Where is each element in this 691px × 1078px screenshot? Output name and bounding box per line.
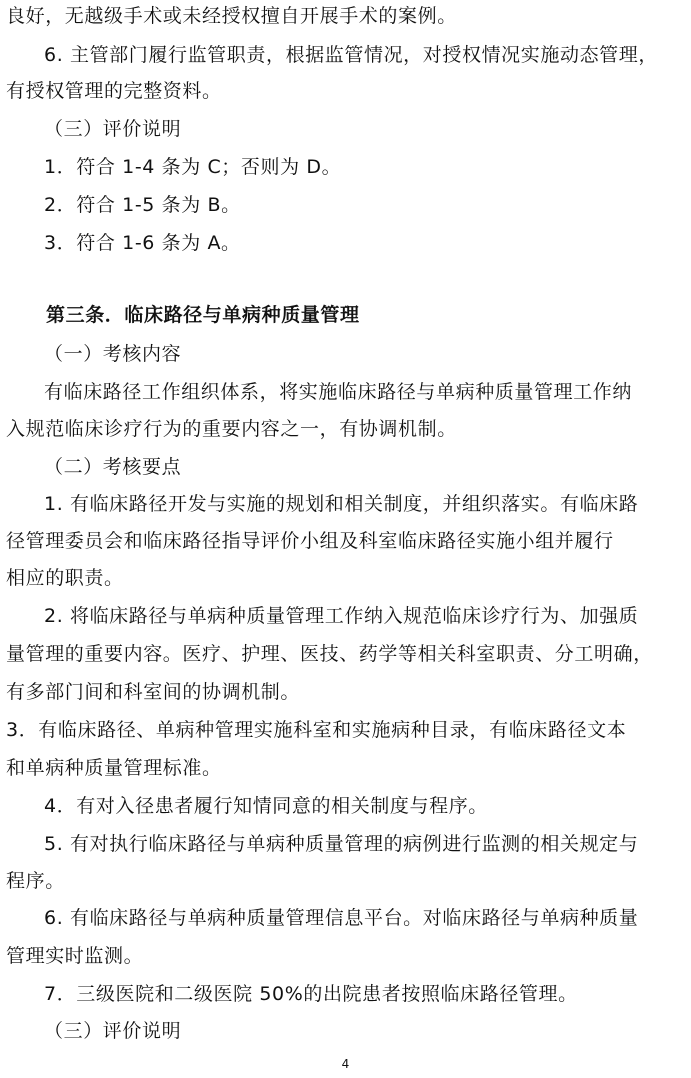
text-line: 1．符合 1-4 条为 C；否则为 D。 — [44, 156, 342, 178]
text-line: 量管理的重要内容。医疗、护理、医技、药学等相关科室职责、分工明确， — [6, 643, 653, 665]
text-line: 相应的职责。 — [6, 567, 124, 589]
section-label: （三）评价说明 — [44, 1020, 182, 1042]
text-line: 有多部门间和科室间的协调机制。 — [6, 681, 301, 703]
text-line: 程序。 — [6, 870, 65, 892]
text-line: 有临床路径工作组织体系，将实施临床路径与单病种质量管理工作纳 — [44, 381, 633, 403]
text-line: 7．三级医院和二级医院 50%的出院患者按照临床路径管理。 — [44, 983, 578, 1005]
text-line: 2．符合 1-5 条为 B。 — [44, 194, 241, 216]
text-line: 径管理委员会和临床路径指导评价小组及科室临床路径实施小组并履行 — [6, 530, 614, 552]
page-number: 4 — [341, 1057, 350, 1071]
text-line: 入规范临床诊疗行为的重要内容之一，有协调机制。 — [6, 418, 457, 440]
text-line: 管理实时监测。 — [6, 945, 144, 967]
text-line: 有授权管理的完整资料。 — [6, 80, 222, 102]
text-line: 5. 有对执行临床路径与单病种质量管理的病例进行监测的相关规定与 — [44, 833, 639, 855]
text-line: 2. 将临床路径与单病种质量管理工作纳入规范临床诊疗行为、加强质 — [44, 605, 639, 627]
section-label: （一）考核内容 — [44, 343, 182, 365]
text-line: 3．有临床路径、单病种管理实施科室和实施病种目录，有临床路径文本 — [6, 719, 627, 741]
section-label: （三）评价说明 — [44, 118, 182, 140]
section-label: （二）考核要点 — [44, 456, 182, 478]
text-line: 良好，无越级手术或未经授权擅自开展手术的案例。 — [6, 5, 457, 27]
text-line: 和单病种质量管理标准。 — [6, 757, 222, 779]
text-line: 1. 有临床路径开发与实施的规划和相关制度，并组织落实。有临床路 — [44, 493, 639, 515]
text-line: 6. 有临床路径与单病种质量管理信息平台。对临床路径与单病种质量 — [44, 907, 639, 929]
text-line: 3．符合 1-6 条为 A。 — [44, 232, 241, 254]
article-heading: 第三条．临床路径与单病种质量管理 — [46, 304, 360, 326]
text-line: 6. 主管部门履行监管职责，根据监管情况，对授权情况实施动态管理， — [44, 44, 658, 66]
text-line: 4．有对入径患者履行知情同意的相关制度与程序。 — [44, 795, 488, 817]
